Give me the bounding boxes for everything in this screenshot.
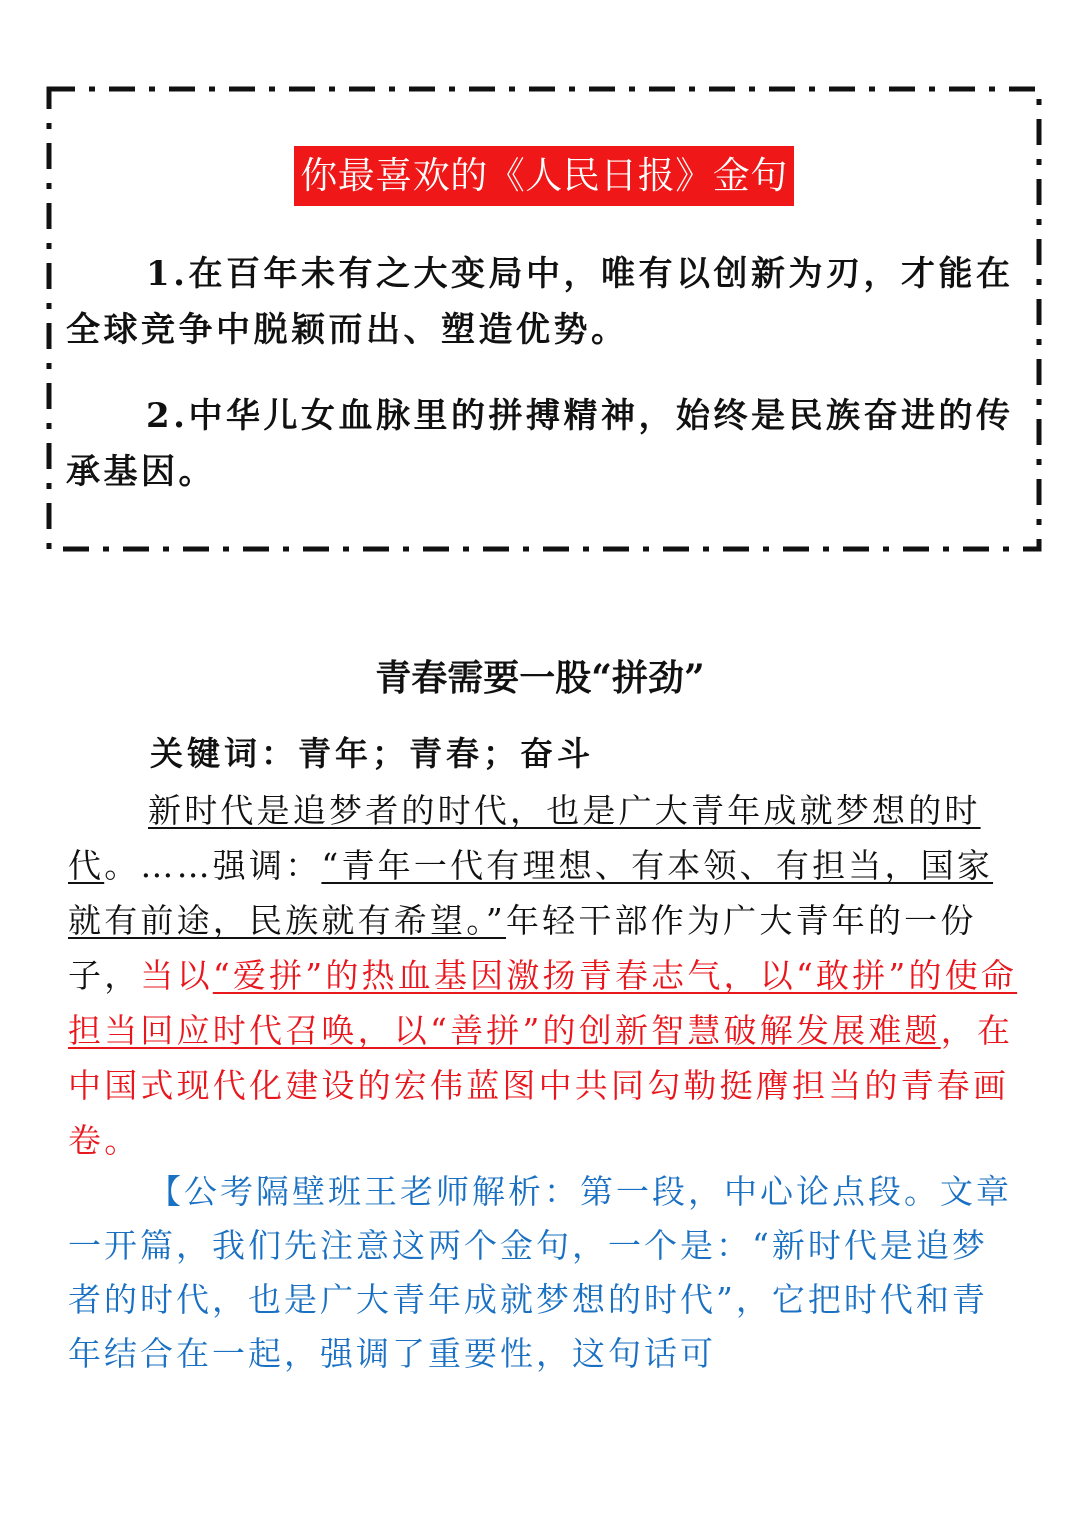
body-sentence: 。……强调：	[104, 846, 322, 885]
box-title-row	[46, 146, 1042, 206]
body-highlight-red: ，在中国式现代化建设的宏伟蓝图中共同勾勒挺膺担当的青春画卷。	[68, 1011, 1014, 1160]
body-sentence: 年轻干部作为广大青年的一份子，	[68, 901, 977, 995]
box-title: 你最喜欢的《人民日报》金句	[294, 146, 794, 206]
body-quote-underlined: “青年一代有理想、有本领、有担当，国家就有前途，民族就有希望。”	[68, 846, 994, 940]
golden-quote-2: 2.中华儿女血脉里的拼搏精神，始终是民族奋进的传承基因。	[66, 396, 1014, 492]
body-highlight-red: 当以	[140, 956, 213, 995]
article-keywords: 关键词：青年；青春；奋斗	[150, 734, 594, 773]
golden-quotes-box	[46, 86, 1042, 552]
article-title: 青春需要一股“拼劲”	[375, 657, 705, 699]
golden-quote-1: 1.在百年未有之大变局中，唯有以创新为刃，才能在全球竞争中脱颖而出、塑造优势。	[66, 254, 1014, 350]
body-highlight-red-underlined: “爱拼”的热血基因激扬青春志气，以“敢拼”的使命担当回应时代召唤，以“善拼”的创新智慧破解发展难题	[68, 956, 1018, 1050]
article-body-paragraph	[68, 783, 1018, 1168]
teacher-analysis: 【公考隔壁班王老师解析：第一段，中心论点段。文章一开篇，我们先注意这两个金句，一个是：“新时代是追梦者的时代，也是广大青年成就梦想的时代”，它把时代和青年结合在一起，强调了重要性，这句话可	[68, 1172, 1012, 1373]
body-sentence-underlined: 新时代是追梦者的时代，也是广大青年成就梦想的时代	[68, 791, 981, 885]
